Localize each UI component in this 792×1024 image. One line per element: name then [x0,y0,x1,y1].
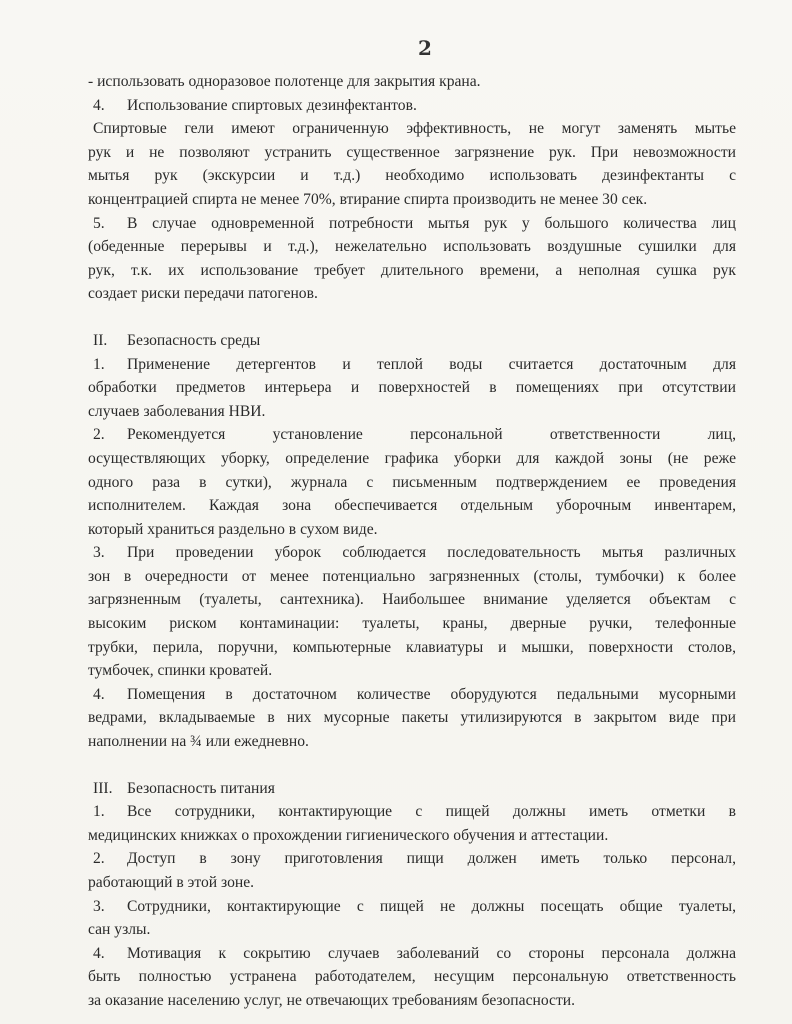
text-line [88,471,736,495]
text-line [88,541,736,565]
line-text: работающий в этой зоне. [88,874,255,891]
item-number: 2. [93,426,105,444]
item-number: 2. [93,850,105,868]
text-line [88,94,736,118]
text-line [88,447,736,471]
line-text: высоким риском контаминации: туалеты, краны, дверные ручки, телефонные [88,615,736,633]
text-line [88,989,736,1013]
item-number: 3. [93,544,105,562]
text-line [88,871,736,895]
item-number: 1. [93,803,105,821]
line-text: Использование спиртовых дезинфектантов. [127,96,417,114]
line-text: сан узлы. [88,921,151,939]
line-text: Сотрудники, контактирующие с пищей не должны посещать общие туалеты, [127,897,736,915]
text-line [88,612,736,636]
text-line [88,895,736,919]
text-line [88,376,736,400]
text-line [88,117,736,141]
text-line [88,847,736,871]
page-number: 2 [418,36,432,60]
document-body [88,70,736,1013]
text-line [88,918,736,942]
line-text: Все сотрудники, контактирующие с пищей должны иметь отметки в [127,803,736,821]
item-number: 4. [93,944,105,962]
section-number: III. [93,779,113,797]
section-number: II. [93,331,108,349]
text-line [88,494,736,518]
text-line [88,565,736,589]
section-spacer [88,306,736,329]
line-text: за оказание населению услуг, не отвечающих требованиям безопасности. [88,991,575,1009]
line-text: (обеденные перерывы и т.д.), нежелательно использовать воздушные сушилки для [88,238,736,256]
line-text: тумбочек, спинки кроватей. [88,662,273,680]
line-text: концентрацией спирта не менее 70%, втирание спирта производить не менее 30 сек. [88,190,648,208]
line-text: одного раза в сутки), журнала с письменным подтверждением ее проведения [88,473,736,491]
text-line [88,400,736,424]
line-text: обработки предметов интерьера и поверхностей в помещениях при отсутствии [88,379,736,397]
text-line [88,282,736,306]
line-text: мытья рук (экскурсии и т.д.) необходимо использовать дезинфектанты с [88,167,736,185]
text-line [88,212,736,236]
line-text: наполнении на ¾ или ежедневно. [88,733,309,751]
line-text: - использовать одноразовое полотенце для закрытия крана. [88,73,481,90]
text-line [88,423,736,447]
text-line [88,824,736,848]
line-text: ведрами, вкладываемые в них мусорные пакеты утилизируются в закрытом виде при [88,709,736,727]
text-line [88,800,736,824]
text-line [88,518,736,542]
line-text: трубки, перила, поручни, компьютерные клавиатуры и мышки, поверхности столов, [88,638,736,656]
text-line [88,683,736,707]
line-text: рук и не позволяют устранить существенное загрязнение рук. При невозможности [88,143,736,161]
line-text: загрязненным (туалеты, сантехника). Наибольшее внимание уделяется объектам с [88,591,736,609]
line-text: Помещения в достаточном количестве оборудуются педальными мусорными [127,685,736,703]
line-text: зон в очередности от менее потенциально загрязненных (столы, тумбочки) к более [88,567,736,585]
item-number: 5. [93,214,105,232]
line-text: рук, т.к. их использование требует длительного времени, а неполная сушка рук [88,261,736,279]
text-line [88,164,736,188]
line-text: Рекомендуется установление персональной ответственности лиц, [127,426,736,444]
text-line [88,942,736,966]
line-text: который храниться раздельно в сухом виде. [88,520,378,538]
section-title: Безопасность питания [127,779,275,797]
text-line [88,141,736,165]
item-number: 3. [93,897,105,915]
item-number: 4. [93,685,105,703]
line-text: В случае одновременной потребности мытья рук у большого количества лиц [127,214,736,232]
line-text: создает риски передачи патогенов. [88,285,318,303]
text-line [88,706,736,730]
item-number: 4. [93,96,105,114]
section-spacer [88,754,736,777]
text-line [88,353,736,377]
text-line [88,965,736,989]
line-text: осуществляющих уборку, определение графика уборки для каждой зоны (не реже [88,449,736,467]
text-line [88,235,736,259]
text-line [88,259,736,283]
section-heading [88,329,736,353]
line-text: медицинских книжках о прохождении гигиенического обучения и аттестации. [88,826,609,844]
text-line [88,70,736,94]
line-text: При проведении уборок соблюдается последовательность мытья различных [127,544,736,562]
text-line [88,588,736,612]
line-text: исполнителем. Каждая зона обеспечивается отдельным уборочным инвентарем, [88,497,736,515]
text-line [88,188,736,212]
line-text: Мотивация к сокрытию случаев заболеваний со стороны персонала должна [127,944,736,962]
section-title: Безопасность среды [127,331,261,349]
line-text: Применение детергентов и теплой воды считается достаточным для [127,355,736,373]
text-line [88,659,736,683]
section-heading [88,777,736,801]
line-text: быть полностью устранена работодателем, несущим персональную ответственность [88,968,736,986]
item-number: 1. [93,355,105,373]
line-text: Доступ в зону приготовления пищи должен иметь только персонал, [127,850,736,868]
text-line [88,636,736,660]
line-text: случаев заболевания НВИ. [88,402,266,420]
text-line [88,730,736,754]
line-text: Спиртовые гели имеют ограниченную эффективность, не могут заменять мытье [93,120,736,138]
